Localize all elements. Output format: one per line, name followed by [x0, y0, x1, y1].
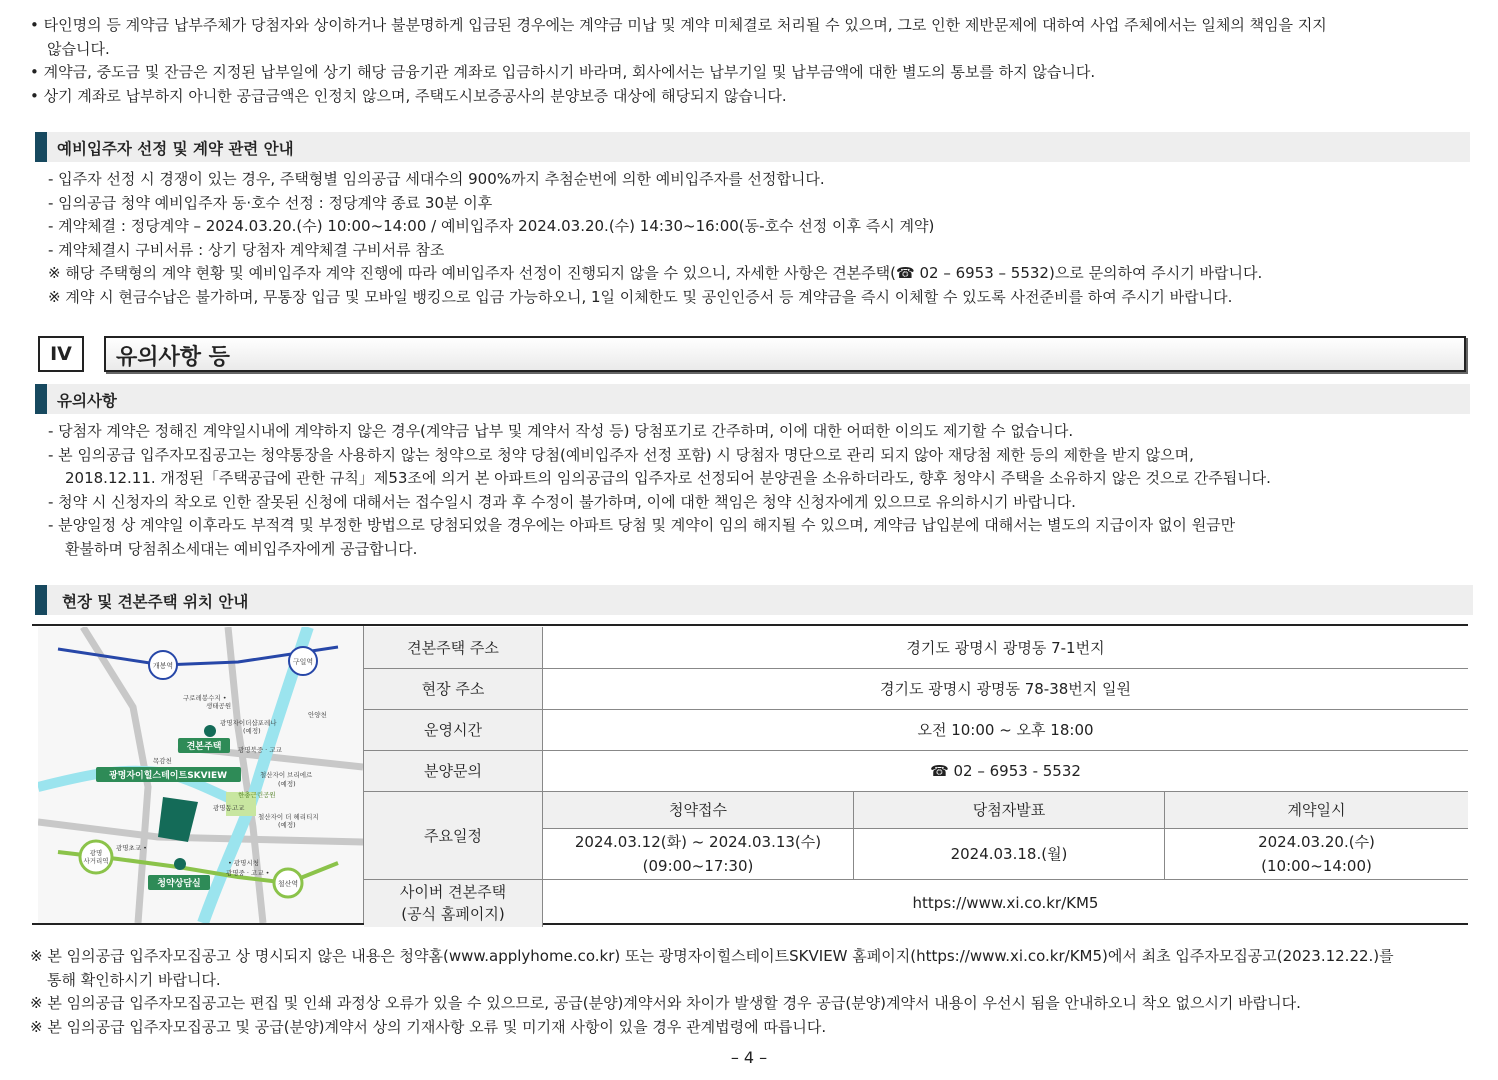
- map-label: 광명자이더샵포레나: [220, 719, 277, 727]
- sched-head-apply: 청약접수: [543, 791, 854, 828]
- section-bar: [35, 585, 47, 615]
- map-label: 광명중 · 고교 •: [226, 869, 270, 877]
- inquiry-label: 분양문의: [364, 750, 543, 791]
- model-addr-label: 견본주택 주소: [364, 627, 543, 668]
- map-label: 구일역: [292, 658, 314, 666]
- cyber-label-line: (공식 홈페이지): [401, 905, 505, 924]
- footer-line: ※ 본 임의공급 입주자모집공고 상 명시되지 않은 내용은 청약홈(www.applyhome.co.kr) 또는 광명자이힐스테이트SKVIEW 홈페이지(https://www.xi.co.kr/KM5)에서 최초 입주자모집공고(2023.12.22.)를: [30, 947, 1394, 965]
- section-title: 현장 및 견본주택 위치 안내: [62, 593, 249, 611]
- table-row: [364, 668, 1468, 709]
- reserve-body: [48, 168, 1468, 309]
- sched-contract-date: 2024.03.20.(수): [1258, 832, 1375, 851]
- site-addr: 경기도 광명시 광명동 78-38번지 일원: [543, 668, 1469, 709]
- cyber-label-line: 사이버 견본주택: [399, 883, 507, 902]
- sched-apply-date: 2024.03.12(화) ~ 2024.03.13(수): [574, 832, 822, 851]
- table-row: [364, 791, 1468, 828]
- reserve-line: - 입주자 선정 시 경쟁이 있는 경우, 주택형별 임의공급 세대수의 900%까지 추첨순번에 의한 예비입주자를 선정합니다.: [48, 170, 825, 188]
- map-label: 광명초교 •: [116, 844, 148, 852]
- map-label: 구로레봉수지 •: [183, 694, 227, 702]
- caution-line: - 청약 시 신청자의 착오로 인한 잘못된 신청에 대해서는 접수일시 경과 후 수정이 불가하며, 이에 대한 책임은 청약 신청자에게 있으므로 유의하시기 바랍니다.: [48, 492, 1076, 511]
- note-line: 않습니다.: [47, 39, 110, 58]
- map-label: 철산자이 브리에르: [260, 771, 313, 779]
- map-label-consult: 청약상담실: [157, 879, 201, 889]
- caution-line: 환불하며 당첨취소세대는 예비입주자에게 공급합니다.: [65, 539, 418, 558]
- map-label: 철산자이 더 헤리티지: [258, 813, 319, 821]
- hours-label: 운영시간: [364, 709, 543, 750]
- hours: 오전 10:00 ~ 오후 18:00: [543, 709, 1469, 750]
- section-header-location: [35, 585, 1473, 615]
- map-label: (예정): [243, 727, 261, 735]
- reserve-line: - 계약체결 : 정당계약 – 2024.03.20.(수) 10:00~14:00 / 예비입주자 2024.03.20.(수) 14:30~16:00(동-호수 선정 이후 즉시 계약): [48, 217, 935, 235]
- sched-contract: [1165, 828, 1469, 879]
- cyber-label: [364, 879, 543, 927]
- cyber-url[interactable]: https://www.xi.co.kr/KM5: [912, 894, 1099, 913]
- top-notes: [30, 14, 1468, 108]
- map-label-model: 견본주택: [186, 742, 222, 752]
- table-row: [364, 627, 1468, 668]
- footer-line: 통해 확인하시기 바랍니다.: [47, 970, 221, 989]
- sched-head-contract: 계약일시: [1165, 791, 1469, 828]
- section-bar: [35, 384, 47, 414]
- footer-line: ※ 본 임의공급 입주자모집공고 및 공급(분양)계약서 상의 기재사항 오류 및 미기재 사항이 있을 경우 관계법령에 따릅니다.: [30, 1017, 827, 1036]
- map-label: (예정): [278, 780, 296, 788]
- caution-body: [48, 420, 1468, 561]
- map-label: 광명: [89, 849, 103, 857]
- section-bar: [35, 132, 47, 162]
- reserve-line: ※ 해당 주택형의 계약 현황 및 예비입주자 계약 진행에 따라 예비입주자 선정이 진행되지 않을 수 있으니, 자세한 사항은 견본주택(☎ 02 – 6953 – 5532)으로 문의하여 주시기 바랍니다.: [48, 264, 1263, 282]
- map-label-site: 광명자이힐스테이트SKVIEW: [108, 771, 228, 781]
- model-addr: 경기도 광명시 광명동 7-1번지: [543, 627, 1469, 668]
- caution-line: - 당첨자 계약은 정해진 계약일시내에 계약하지 않은 경우(계약금 납부 및 계약서 작성 등) 당첨포기로 간주하며, 이에 대한 어떠한 이의도 제기할 수 없습니다.: [48, 422, 1074, 440]
- site-addr-label: 현장 주소: [364, 668, 543, 709]
- reserve-line: ※ 계약 시 현금수납은 불가하며, 무통장 입금 및 모바일 뱅킹으로 입금 가능하오니, 1일 이체한도 및 공인인증서 등 계약금을 즉시 이체할 수 있도록 사전준비를 하여 주시기 바랍니다.: [48, 287, 1233, 306]
- footer-notes: [30, 945, 1468, 1039]
- chapter-number: IV: [38, 336, 84, 372]
- schedule-label: 주요일정: [364, 791, 543, 879]
- section-title: 예비입주자 선정 및 계약 관련 안내: [57, 140, 294, 158]
- note-line: • 타인명의 등 계약금 납부주체가 당첨자와 상이하거나 불분명하게 입금된 경우에는 계약금 미납 및 계약 미체결로 처리될 수 있으며, 그로 인한 제반문제에 대하여 사업 주체에서는 일체의 책임을 지지: [30, 16, 1327, 34]
- map-label: (예정): [278, 821, 296, 829]
- map-label: 광명북중 · 고교: [238, 746, 282, 754]
- page-number: – 4 –: [730, 1048, 768, 1067]
- inquiry-phone: ☎ 02 – 6953 - 5532: [543, 750, 1469, 791]
- table-row: [364, 709, 1468, 750]
- section-header-caution: [35, 384, 1470, 414]
- location-map: [38, 627, 363, 923]
- caution-line: - 본 임의공급 입주자모집공고는 청약통장을 사용하지 않는 청약으로 청약 당첨(예비입주자 선정 포함) 시 당첨자 명단으로 관리 되지 않아 재당첨 제한 등의 제한을 받지 않으며,: [48, 445, 1194, 464]
- map-label: 광명동고교: [213, 804, 245, 812]
- section-header-reserve: [35, 132, 1470, 162]
- section-title: 유의사항: [57, 392, 117, 410]
- footer-line: ※ 본 임의공급 입주자모집공고는 편집 및 인쇄 과정상 오류가 있을 수 있으므로, 공급(분양)계약서와 차이가 발생할 경우 공급(분양)계약서 내용이 우선시 됨을 안내하오니 착오 없으시기 바랍니다.: [30, 994, 1301, 1012]
- map-label: 사거리역: [83, 857, 109, 865]
- location-info-table: [364, 627, 1468, 927]
- table-top-rule: [32, 624, 1468, 626]
- table-row: [364, 879, 1468, 927]
- map-label: • 광명시청: [228, 859, 260, 867]
- map-svg: [38, 627, 363, 923]
- map-label: 안양천: [308, 711, 327, 719]
- map-label: 목감천: [153, 757, 172, 765]
- sched-announce: 2024.03.18.(월): [854, 828, 1165, 879]
- map-label: 개봉역: [152, 662, 174, 670]
- chapter-title: 유의사항 등: [116, 345, 230, 370]
- sched-head-announce: 당첨자발표: [854, 791, 1165, 828]
- chapter-title-box: [104, 336, 1466, 372]
- reserve-line: - 임의공급 청약 예비입주자 동·호수 선정 : 정당계약 종료 30분 이후: [48, 193, 493, 212]
- sched-apply: [543, 828, 854, 879]
- caution-line: 2018.12.11. 개정된「주택공급에 관한 규칙」제53조에 의거 본 아파트의 임의공급의 입주자로 선정되어 분양권을 소유하더라도, 향후 청약시 주택을 소유하지 않은 것으로 간주됩니다.: [65, 469, 1271, 487]
- note-line: • 상기 계좌로 납부하지 아니한 공급금액은 인정치 않으며, 주택도시보증공사의 분양보증 대상에 해당되지 않습니다.: [30, 86, 787, 105]
- map-label: 생태공원: [206, 702, 232, 710]
- reserve-line: - 계약체결시 구비서류 : 상기 당첨자 계약체결 구비서류 참조: [48, 240, 445, 259]
- note-line: • 계약금, 중도금 및 잔금은 지정된 납부일에 상기 해당 금융기관 계좌로 입금하시기 바라며, 회사에서는 납부기일 및 납부금액에 대한 별도의 통보를 하지 않습니다.: [30, 63, 1096, 81]
- map-label: 철산역: [277, 880, 299, 888]
- map-label: 한충근린공원: [238, 791, 276, 799]
- sched-apply-time: (09:00~17:30): [642, 856, 754, 875]
- caution-line: - 분양일정 상 계약일 이후라도 부적격 및 부정한 방법으로 당첨되었을 경우에는 아파트 당첨 및 계약이 임의 해지될 수 있으며, 계약금 납입분에 대해서는 별도의 지급이자 없이 원금만: [48, 516, 1236, 534]
- sched-contract-time: (10:00~14:00): [1261, 856, 1372, 875]
- table-row: [364, 750, 1468, 791]
